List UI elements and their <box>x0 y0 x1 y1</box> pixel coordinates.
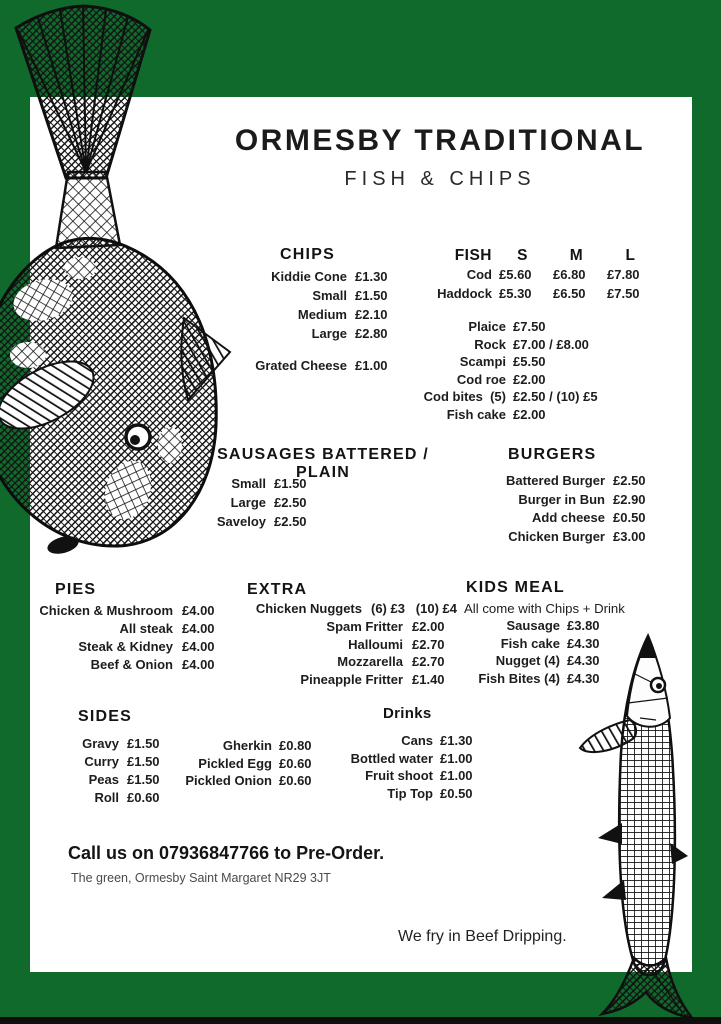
menu-item-row <box>155 512 319 531</box>
menu-item-row <box>418 318 654 336</box>
item-label: Sausage <box>506 618 560 633</box>
menu-item-row <box>418 284 654 303</box>
fish-price-table <box>418 246 654 303</box>
item-price: £1.30 <box>355 269 388 284</box>
menu-item-row <box>418 406 654 424</box>
spacer <box>210 343 405 356</box>
item-price: £2.00 <box>412 618 445 634</box>
burgers-list <box>460 472 653 546</box>
kids-meal-list <box>460 617 607 687</box>
menu-item-row <box>155 474 319 493</box>
item-price: £0.50 <box>440 785 473 801</box>
item-label: Large <box>230 495 266 510</box>
menu-item-row <box>418 371 654 389</box>
menu-item-row <box>460 652 607 670</box>
item-label: Pickled Onion <box>185 773 272 789</box>
menu-item-row <box>210 267 405 286</box>
section-heading-burgers: BURGERS <box>508 446 597 463</box>
beef-dripping-note: We fry in Beef Dripping. <box>398 928 567 945</box>
item-label: Curry <box>84 754 119 769</box>
item-price: £2.50 <box>274 514 307 529</box>
section-heading-extra: EXTRA <box>247 581 308 598</box>
menu-item-row <box>175 755 319 773</box>
chips-list <box>210 267 405 375</box>
item-label: Pickled Egg <box>198 755 272 771</box>
item-label: Gravy <box>82 736 119 751</box>
item-price: £1.50 <box>127 754 160 769</box>
pies-list <box>30 602 227 674</box>
menu-item-row <box>460 472 653 491</box>
item-label: Peas <box>88 772 119 787</box>
menu-item-row <box>330 750 480 768</box>
item-label: Rock <box>474 336 506 352</box>
item-price: £1.00 <box>440 768 473 784</box>
item-label: Add cheese <box>532 510 605 525</box>
item-price: £1.30 <box>440 733 473 748</box>
item-label: Gherkin <box>222 738 272 753</box>
section-heading-kids-meal: KIDS MEAL <box>466 579 565 596</box>
item-price: £0.60 <box>127 790 160 805</box>
fish-small-fin <box>598 823 622 844</box>
item-price: £2.00 <box>513 371 546 387</box>
item-label: Scampi <box>459 354 506 369</box>
item-label: Fish cake <box>446 406 506 422</box>
item-price: £7.50 <box>607 286 640 301</box>
item-price: £7.00 / £8.00 <box>513 336 589 352</box>
size-header: S <box>517 247 528 264</box>
item-label: Small <box>231 476 266 491</box>
section-heading-fish: FISH <box>454 247 492 264</box>
fish-head <box>627 636 670 727</box>
fish-tail <box>16 6 150 178</box>
item-label: Cod roe <box>456 371 506 387</box>
item-price: £0.60 <box>279 755 312 771</box>
item-price: £4.00 <box>182 657 215 672</box>
section-heading-sides: SIDES <box>78 708 133 725</box>
fish-singles-list <box>418 318 654 423</box>
item-price: £1.40 <box>412 672 445 688</box>
menu-item-row <box>175 772 319 790</box>
item-label: Cans <box>401 733 433 748</box>
fish-small-fin <box>602 880 626 900</box>
menu-item-row <box>460 635 607 653</box>
section-heading-chips: CHIPS <box>280 246 335 263</box>
menu-item-row <box>30 638 227 656</box>
item-label: Kiddie Cone <box>271 269 347 284</box>
item-price: £2.80 <box>355 326 388 341</box>
item-label: Halloumi <box>348 636 403 652</box>
item-price: £4.30 <box>567 670 600 686</box>
item-label: Medium <box>297 307 347 322</box>
item-label: Pineapple Fritter <box>300 672 403 688</box>
item-label: Burger in Bun <box>518 491 605 507</box>
item-price: £3.00 <box>613 528 646 544</box>
section-heading-pies: PIES <box>55 581 97 598</box>
menu-item-row <box>240 653 457 671</box>
item-price: £2.50 <box>613 473 646 488</box>
kids-meal-note: All come with Chips + Drink <box>464 601 625 616</box>
size-header: L <box>625 247 636 264</box>
item-label: Roll <box>94 790 119 805</box>
bottom-edge-strip <box>0 1017 721 1024</box>
item-label: Bottled water <box>350 750 433 766</box>
item-price: £6.50 <box>553 286 586 301</box>
item-price: £2.00 <box>513 406 546 422</box>
item-label: Chicken Burger <box>508 528 605 544</box>
menu-item-row <box>30 602 227 620</box>
menu-item-row <box>40 735 167 753</box>
item-price: £2.70 <box>412 636 445 652</box>
item-label: Cod bites (5) <box>423 389 506 404</box>
menu-item-row <box>418 265 654 284</box>
menu-item-row <box>40 771 167 789</box>
item-price: £1.00 <box>355 358 388 373</box>
item-price: £7.80 <box>607 267 640 282</box>
item-price: £1.50 <box>127 736 160 751</box>
item-label: Tip Top <box>387 785 433 801</box>
menu-item-row <box>460 528 653 547</box>
size-header: M <box>569 247 584 264</box>
item-price: £0.80 <box>279 738 312 753</box>
item-price: £6.80 <box>553 267 586 282</box>
item-price: £1.00 <box>440 750 473 766</box>
fish-eye <box>126 425 150 449</box>
fish-eye <box>651 678 665 692</box>
menu-item-row <box>330 785 480 803</box>
item-label: Haddock <box>437 286 492 301</box>
sides-list <box>40 735 167 807</box>
menu-item-row <box>210 324 405 343</box>
menu-item-row <box>240 618 457 636</box>
menu-item-row <box>418 336 654 354</box>
item-price: £4.00 <box>182 621 215 636</box>
menu-item-row <box>40 753 167 771</box>
item-label: Chicken & Mushroom <box>39 603 173 618</box>
menu-item-row <box>240 600 457 618</box>
item-label: Spam Fritter <box>326 618 403 634</box>
item-price: £1.50 <box>274 476 307 491</box>
extra-list <box>240 600 457 689</box>
fish-small-fin <box>670 843 688 864</box>
item-label: Steak & Kidney <box>78 639 173 654</box>
item-price: £5.60 <box>499 267 532 282</box>
menu-item-row <box>175 737 319 755</box>
sausages-list <box>155 474 319 531</box>
fish-peduncle <box>56 172 120 248</box>
item-price: £3.80 <box>567 618 600 633</box>
item-price: £7.50 <box>513 319 546 334</box>
pre-order-phone-line: Call us on 07936847766 to Pre-Order. <box>68 843 385 863</box>
menu-item-row <box>240 636 457 654</box>
item-label: Plaice <box>468 319 506 334</box>
menu-item-row <box>155 493 319 512</box>
item-label: Small <box>312 288 347 303</box>
item-price: £5.50 <box>513 354 546 369</box>
item-label: Fish cake <box>500 635 560 651</box>
item-label: Battered Burger <box>506 473 605 488</box>
menu-item-row <box>240 671 457 689</box>
section-heading-sausages: SAUSAGES BATTERED / PLAIN <box>217 446 429 481</box>
item-price: £2.50 <box>274 495 307 510</box>
menu-item-row <box>460 509 653 528</box>
item-price: (6) £3 (10) £4 <box>371 601 457 616</box>
item-price: £2.50 / (10) £5 <box>513 389 598 404</box>
item-price: £4.30 <box>567 653 600 669</box>
item-price: £2.10 <box>355 307 388 322</box>
item-price: £4.00 <box>182 603 215 618</box>
item-price: £2.90 <box>613 491 646 507</box>
item-price: £4.00 <box>182 639 215 654</box>
item-price: £1.50 <box>355 288 388 303</box>
menu-item-row <box>210 356 405 375</box>
item-price: £1.50 <box>127 772 160 787</box>
menu-item-row <box>30 656 227 674</box>
item-price: £2.70 <box>412 654 445 670</box>
menu-item-row <box>330 732 480 750</box>
menu-item-row <box>40 789 167 807</box>
item-price: £0.60 <box>279 773 312 789</box>
page-title: ORMESBY TRADITIONAL <box>234 124 646 157</box>
menu-item-row <box>210 305 405 324</box>
menu-item-row <box>330 767 480 785</box>
fish-table-header <box>418 246 654 265</box>
fish-tail <box>602 958 692 1018</box>
item-label: Large <box>311 326 347 341</box>
item-label: Nugget (4) <box>495 653 560 669</box>
page-subtitle: FISH & CHIPS <box>344 168 536 190</box>
item-label: Fish Bites (4) <box>478 670 560 686</box>
menu-item-row <box>30 620 227 638</box>
address-line: The green, Ormesby Saint Margaret NR29 3JT <box>71 871 331 885</box>
menu-item-row <box>418 353 654 371</box>
item-label: Fruit shoot <box>365 768 433 784</box>
item-label: Mozzarella <box>337 654 403 670</box>
item-price: £5.30 <box>499 286 532 301</box>
pickles-list <box>175 737 319 790</box>
section-heading-drinks: Drinks <box>383 705 432 722</box>
menu-item-row <box>210 286 405 305</box>
item-label: Chicken Nuggets <box>255 601 362 616</box>
item-label: All steak <box>119 621 173 636</box>
item-price: £4.30 <box>567 635 600 651</box>
menu-item-row <box>460 670 607 688</box>
item-label: Cod <box>466 267 492 282</box>
item-label: Grated Cheese <box>255 358 347 373</box>
item-price: £0.50 <box>613 510 646 525</box>
item-label: Saveloy <box>216 514 266 529</box>
menu-item-row <box>418 388 654 406</box>
menu-item-row <box>460 491 653 510</box>
drinks-list <box>330 732 480 802</box>
menu-item-row <box>460 617 607 635</box>
item-label: Beef & Onion <box>90 657 173 672</box>
